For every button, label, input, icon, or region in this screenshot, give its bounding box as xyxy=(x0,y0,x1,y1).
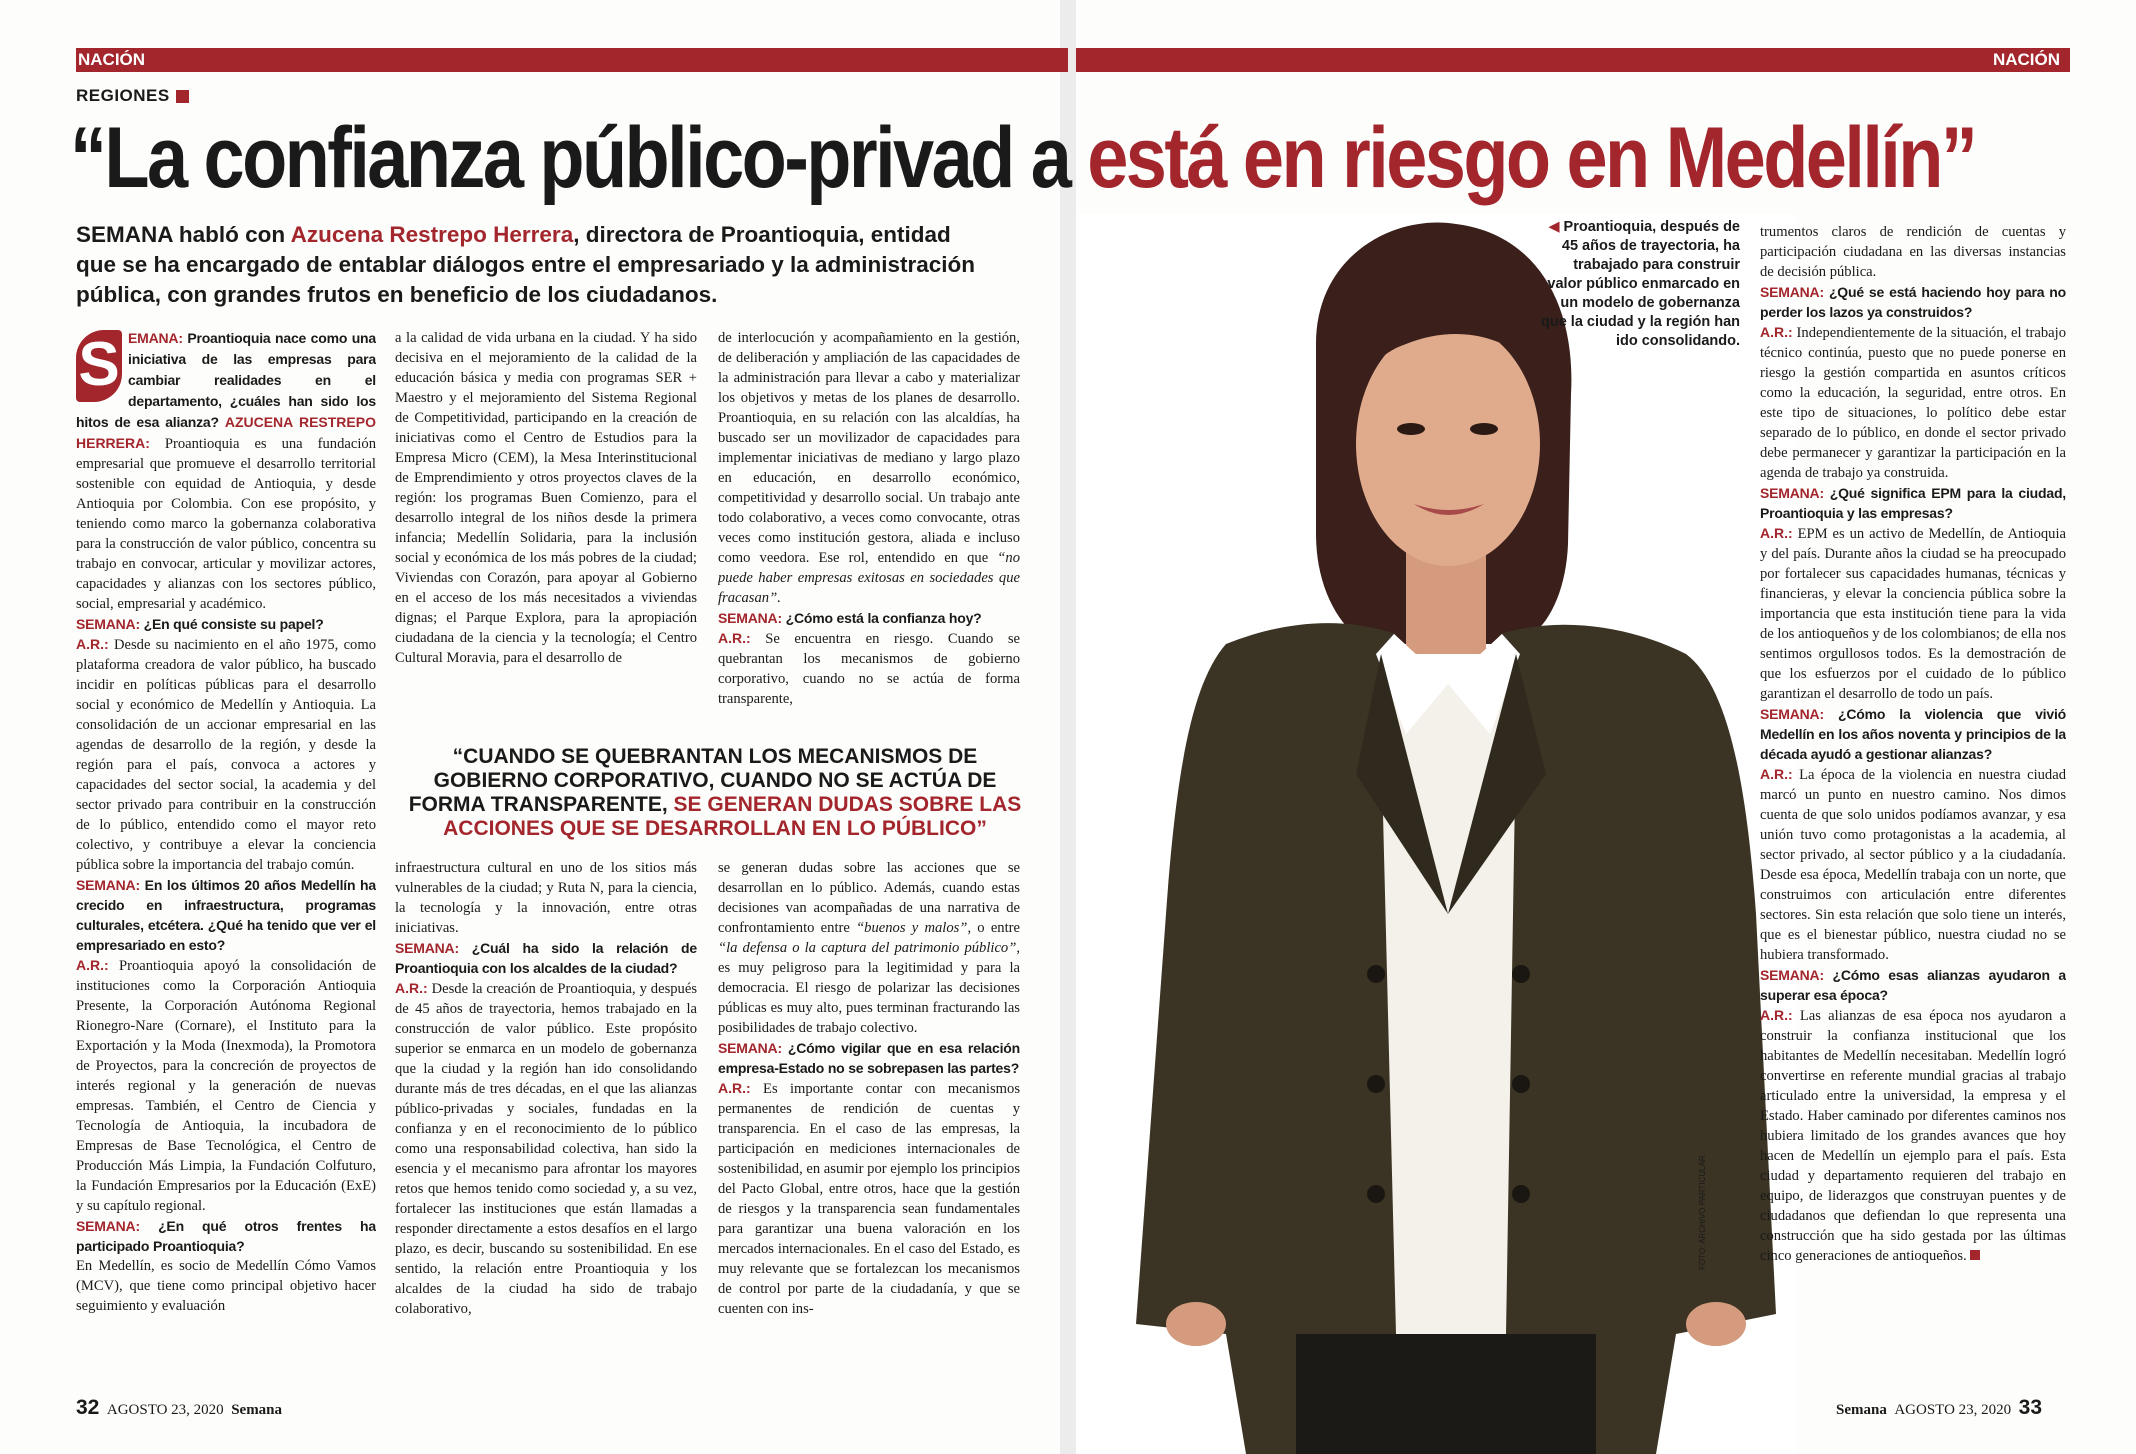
red-square-icon xyxy=(176,90,189,103)
column-2-top: a la calidad de vida urbana en la ciudad. Y ha sido decisiva en el mejoramiento de la calidad de la educación básica y media con programas SER + Maestro y el mejoramiento del Sistema Regional de Competitividad, participando en la creación de iniciativas como el Centro de Estudios para la Empresa Micro (CEM), la Mesa Interinstitucional de Emprendimiento y otros proyectos claves de la región: los programas Buen Comienzo, para el desarrollo integral de los niños desde la primera infancia; Medellín Solidaria, para la inclusión social y económica de los más pobres de la ciudad; Viviendas con Corazón, para apoyar al Gobierno en el acceso de los más necesitados a viviendas dignas; el Parque Explora, para la apropiación ciudadana de la ciencia y la tecnología; el Centro Cultural Moravia, para el desarrollo de xyxy=(395,330,697,666)
caption-triangle-icon: ◀ xyxy=(1548,219,1560,235)
column-3-top: de interlocución y acompañamiento en la gestión, de deliberación y ampliación de las capacidades de la administración para llevar a cabo y materializar los objetivos y metas de los planes de desarrollo. Proantioquia, en su relación con las alcaldías, ha buscado ser un movilizador de capacidades para implementar iniciativas de mediano y largo plazo en educación, en desarrollo económico, competitividad y desarrollo social. Un trabajo ante todo colaborativo, a veces como convocante, otras veces como institución gestora, aliada e incluso como veedora. Ese rol, entendido en que “no puede haber empresas exitosas en sociedades que fracasan”. SEMANA: ¿Cómo está la confianza hoy? A.R.: Se encuentra en riesgo. Cuando se quebrantan los mecanismos de gobierno corporativo, cuando no se actúa de forma transparente, xyxy=(718,330,1020,707)
drop-cap: S xyxy=(76,330,122,402)
folio-right: Semana AGOSTO 23, 2020 33 xyxy=(1836,1396,2043,1419)
column-1: S EMANA: Proantioquia nace como una iniciativa de las empresas para cambiar realidades en el departamento, ¿cuáles han sido los hitos de esa alianza? AZUCENA RESTREPO HERRERA: Proantioquia es una fundación empresarial que promueve el desarrollo territorial sostenible con equidad de Antioquia, y desde Antioquia por Colombia. Con ese propósito, y teniendo como marco la gobernanza colaborativa para la construcción de valor público, concentra su trabajo en convocar, articular y movilizar actores, capacidades y alianzas con los sectores público, social, empresarial y académico. SEMANA: ¿En qué consiste su papel? A.R.: Desde su nacimiento en el año 1975, como plataforma creadora de valor público, ha buscado incidir en políticas públicas para el desarrollo social y económico de Medellín y Antioquia. La consolidación de un accionar empresarial en las agendas de desarrollo de la región, y desde la región para el país, convoca a actores y capacidades del sector social, la academia y del sector privado para contribuir en la construcción de lo público, entendido como el mayor reto colectivo, y contribuye a elevar la conciencia pública sobre la importancia del trabajo común. SEMANA: En los últimos 20 años Medellín ha crecido en infraestructura, programas culturales, etcétera. ¿Qué ha tenido que ver el empresariado en esto? A.R.: Proantioquia apoyó la consolidación de instituciones como la Corporación Antioquia Presente, la Corporación Autónoma Regional Rionegro-Nare (Cornare), el Instituto para la Exportación y la Moda (Inexmoda), la Promotora de Proyectos, para la concreción de proyectos de interés regional y la generación de nuevas empresas. También, el Centro de Ciencia y Tecnología de Antioquia, la incubadora de Empresas de Base Tecnológica, el Centro de Producción Más Limpia, la Fundación Colfuturo, la Fundación Empresarios por la Educación (ExE) y su capítulo regional. SEMANA: ¿En qué otros frentes ha participado Proantioquia? En Medellín, es socio de Medellín Cómo Vamos (MCV), que tiene como principal objetivo hacer seguimiento y evaluación xyxy=(76,330,376,1314)
section-bar-right: NACIÓN xyxy=(1076,48,2070,72)
photo-caption: ◀ Proantioquia, después de 45 años de trayectoria, ha trabajado para construir valor público enmarcado en un modelo de gobernanza que la ciudad y la región han ido consolidando. xyxy=(1540,219,1740,349)
spine-gutter xyxy=(1060,0,1076,1454)
subsection-label: REGIONES xyxy=(76,86,189,106)
portrait-photo xyxy=(1076,214,1796,1454)
column-4: trumentos claros de rendición de cuentas y participación ciudadana en las diversas instancias de decisión pública. SEMANA: ¿Qué se está haciendo hoy para no perder los lazos ya construidos? A.R.: Independientemente de la situación, el trabajo técnico continúa, puesto que no puede ponerse en riesgo la gestión compartida en asuntos críticos como la educación, la seguridad, entre otros. En este tipo de situaciones, lo político debe estar separado de lo público, en donde el sector privado debe permanecer y garantizar la participación en la agenda de trabajo ya construida. SEMANA: ¿Qué significa EPM para la ciudad, Proantioquia y las empresas? A.R.: EPM es un activo de Medellín, de Antioquia y del país. Durante años la ciudad se ha preocupado por fortalecer sus capacidades humanas, técnicas y financieras, y elevar la conciencia pública sobre la importancia que esta institución tiene para la vida de los antioqueños y de los colombianos; de ella nos sentimos orgullosos todos. Es la demostración de que los esfuerzos por el cuidado de lo público garantizan el desarrollo de todo un país. SEMANA: ¿Cómo la violencia que vivió Medellín en los años noventa y principios de la década ayudó a gestionar alianzas? A.R.: La época de la violencia en nuestra ciudad marcó un punto en nuestro camino. Nos dimos cuenta de que solo unidos podíamos avanzar, y esa unión tuvo como protagonistas a la academia, al sector privado, al sector público y a la ciudadanía. Desde esa época, Medellín trabaja con un norte, que construimos con articulación entre diferentes sectores. Sin esta relación que solo tiene un interés, que es el bienestar público, nuestra ciudad no se hubiera transformado. SEMANA: ¿Cómo esas alianzas ayudaron a superar esa época? A.R.: Las alianzas de esa época nos ayudaron a construir la confianza institucional que los habitantes de Medellín necesitaban. Medellín logró convertirse en referente mundial gracias al trabajo articulado entre la universidad, la empresa y el Estado. Haber caminado por diferentes caminos nos hubiera limitado de los grandes avances que hoy hacen de Medellín un ejemplo para el país. Esta ciudad y departamento requieren del trabajo en equipo, de liderazgos que construyan puentes y de ciudadanos que defiendan lo que representa una construcción que ha sido gestada por las últimas cinco generaciones de antioqueños. xyxy=(1760,224,2066,1264)
deck: SEMANA habló con Azucena Restrepo Herrera, directora de Proantioquia, entidad que se ha encargado de entablar diálogos entre el empresariado y la administración pública, con grandes frutos en beneficio de los ciudadanos. xyxy=(76,222,976,307)
end-mark-icon xyxy=(1970,1250,1980,1260)
pull-quote: “CUANDO SE QUEBRANTAN LOS MECANISMOS DE GOBIERNO CORPORATIVO, CUANDO NO SE ACTÚA DE FORMA TRANSPARENTE, SE GENERAN DUDAS SOBRE LAS ACCIONES QUE SE DESARROLLAN EN LO PÚBLICO” xyxy=(408,745,1022,840)
column-3-bottom: se generan dudas sobre las acciones que se desarrollan en lo público. Además, cuando estas decisiones van acompañadas de una narrativa de confrontamiento entre “buenos y malos”, o entre “la defensa o la captura del patrimonio público”, es muy peligroso para la legitimidad y para la democracia. El riesgo de polarizar las decisiones públicas es muy alto, pues terminan fracturando las posibilidades de trabajo colectivo. SEMANA: ¿Cómo vigilar que en esa relación empresa-Estado no se sobrepasen las partes? A.R.: Es importante contar con mecanismos permanentes de rendición de cuentas y transparencia. En el caso de las empresas, la participación en mediciones internacionales de sostenibilidad, en asumir por ejemplo los principios del Pacto Global, entre otros, hace que la gestión de riesgos y la transparencia sean fundamentales para garantizar una buena valoración en los mercados internacionales. En el caso del Estado, es muy relevante que se fortalezcan los mecanismos de control por parte de la ciudadanía, y que se cuenten con ins- xyxy=(718,860,1020,1317)
section-bar-left: NACIÓN xyxy=(76,48,1068,72)
headline: “La confianza público-privad a está en riesgo en Medellín” xyxy=(70,110,1976,206)
column-2-bottom: infraestructura cultural en uno de los sitios más vulnerables de la ciudad; y Ruta N, para la ciencia, la tecnología y la innovación, entre otras iniciativas. SEMANA: ¿Cuál ha sido la relación de Proantioquia con los alcaldes de la ciudad? A.R.: Desde la creación de Proantioquia, y después de 45 años de trayectoria, hemos trabajado en la construcción de valor público. Este propósito superior se enmarca en un modelo de gobernanza que la ciudad y la región han ido consolidando durante más de tres décadas, en el que las alianzas público-privadas y sociales, fundadas en la confianza y en el reconocimiento de lo público como una responsabilidad colectiva, han sido la esencia y el mecanismo para afrontar los mayores retos que hemos tenido como sociedad y, a su vez, fortalecer las instituciones que están llamadas a responder directamente a estos desafíos en el largo plazo, es decir, buscando su sostenibilidad. En ese sentido, la relación entre Proantioquia y los alcaldes de la ciudad ha sido de trabajo colaborativo, xyxy=(395,860,697,1317)
folio-left: 32 AGOSTO 23, 2020 Semana xyxy=(76,1396,283,1419)
photo-credit: FOTO: ARCHIVO PARTICULAR xyxy=(1698,1155,1707,1270)
